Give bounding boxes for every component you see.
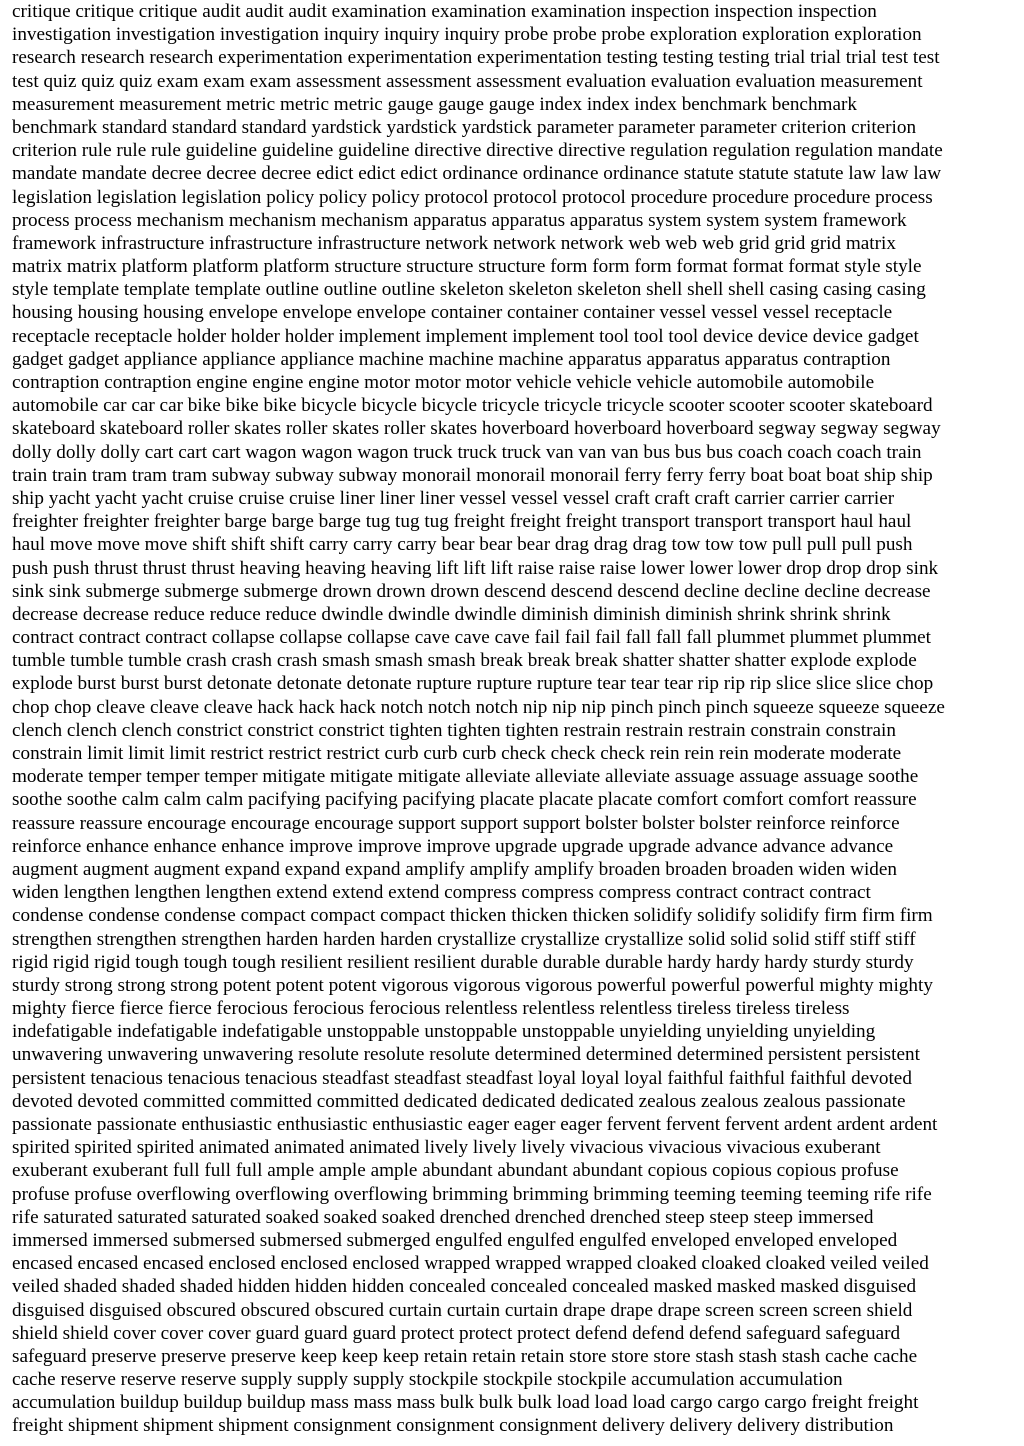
text-line: rigid rigid rigid tough tough tough resilient resilient resilient durable durable durable hardy hardy hardy sturdy sturdy [12,951,914,973]
text-line: accumulation buildup buildup buildup mass mass mass bulk bulk bulk load load load cargo cargo cargo freight freight [12,1392,919,1414]
text-line: clench clench clench constrict constrict constrict tighten tighten tighten restrain restrain restrain constrain constrain [12,719,896,741]
text-line: benchmark standard standard standard yardstick yardstick yardstick parameter parameter parameter criterion criterion [12,116,917,138]
text-line: constrain limit limit limit restrict restrict restrict curb curb curb check check check rein rein rein moderate moderate [12,743,902,764]
text-line: contract contract contract collapse collapse collapse cave cave cave fail fail fail fall fall fall plummet plummet plummet [12,627,931,649]
text-line: ship yacht yacht yacht cruise cruise cruise liner liner liner vessel vessel vessel craft craft craft carrier carrier carrier [12,487,895,509]
text-line: receptacle receptacle holder holder holder implement implement implement tool tool tool device device device gadget [12,325,919,347]
text-line: decrease decrease reduce reduce reduce dwindle dwindle dwindle diminish diminish diminish shrink shrink shrink [12,603,891,625]
text-line: dolly dolly dolly cart cart cart wagon wagon wagon truck truck truck van van van bus bus bus coach coach coach train [12,441,922,463]
text-line: chop chop cleave cleave cleave hack hack hack notch notch notch nip nip nip pinch pinch pinch squeeze squeeze squeeze [12,696,945,718]
text-line: persistent tenacious tenacious tenacious steadfast steadfast steadfast loyal loyal loyal faithful faithful faithful devoted [12,1067,912,1089]
text-line: unwavering unwavering unwavering resolute resolute resolute determined determined determined persistent persistent [12,1044,920,1066]
text-line: sturdy strong strong strong potent potent potent vigorous vigorous vigorous powerful powerful powerful mighty mighty [12,974,933,996]
text-line: freight shipment shipment shipment consignment consignment consignment delivery delivery delivery distribution [12,1415,894,1437]
text-line: critique critique critique audit audit audit examination examination examination inspection inspection inspection [12,1,877,22]
text-line: exuberant exuberant full full full ample ample ample abundant abundant abundant copious copious copious profuse [12,1160,899,1182]
text-line: soothe soothe calm calm calm pacifying pacifying pacifying placate placate placate comfort comfort comfort reassure [12,789,917,811]
text-line: explode burst burst burst detonate detonate detonate rupture rupture rupture tear tear tear rip rip rip slice slice slice chop [12,673,934,695]
text-line: test quiz quiz quiz exam exam exam assessment assessment assessment evaluation evaluation evaluation measurement [12,70,923,92]
text-line: freighter freighter freighter barge barge barge tug tug tug freight freight freight transport transport transport haul haul [12,511,912,533]
text-line: rife saturated saturated saturated soaked soaked soaked drenched drenched drenched steep steep steep immersed [12,1206,874,1228]
text-line: shield shield cover cover cover guard guard guard protect protect protect defend defend defend safeguard safeguard [12,1322,901,1344]
text-line: profuse profuse overflowing overflowing overflowing brimming brimming brimming teeming teeming teeming rife rife [12,1183,932,1205]
text-line: devoted devoted committed committed committed dedicated dedicated dedicated zealous zealous zealous passionate [12,1090,906,1112]
text-line: train train tram tram tram subway subway subway monorail monorail monorail ferry ferry ferry boat boat boat ship ship [12,464,933,486]
text-line: framework infrastructure infrastructure infrastructure network network network web web web grid grid grid matrix [12,232,896,254]
text-line: safeguard preserve preserve preserve keep keep keep retain retain retain store store store stash stash stash cache cache [12,1345,918,1367]
text-line: encased encased encased enclosed enclosed enclosed wrapped wrapped wrapped cloaked cloaked cloaked veiled veiled [12,1253,929,1275]
text-line: measurement measurement metric metric metric gauge gauge gauge index index index benchmark benchmark [12,93,857,115]
text-line: widen lengthen lengthen lengthen extend extend extend compress compress compress contract contract contract [12,882,871,904]
text-line: tumble tumble tumble crash crash crash smash smash smash break break break shatter shatter shatter explode explode [12,650,917,672]
text-line: skateboard skateboard roller skates roller skates roller skates hoverboard hoverboard hoverboard segway segway segway [12,418,941,440]
text-line: moderate temper temper temper mitigate mitigate mitigate alleviate alleviate alleviate assuage assuage assuage soothe [12,766,919,788]
text-line: veiled shaded shaded shaded hidden hidden hidden concealed concealed concealed masked masked masked disguised [12,1276,917,1298]
text-line: research research research experimentation experimentation experimentation testing testing testing trial trial trial test test [12,47,940,69]
text-line: style template template template outline outline outline skeleton skeleton skeleton shell shell shell casing casing casing [12,279,926,301]
text-line: disguised disguised obscured obscured obscured curtain curtain curtain drape drape drape screen screen screen shield [12,1299,913,1321]
text-line: push push thrust thrust thrust heaving heaving heaving lift lift lift raise raise raise lower lower lower drop drop drop sink [12,557,939,579]
document-body [12,0,1020,1438]
text-line: reassure reassure encourage encourage encourage support support support bolster bolster bolster reinforce reinforce [12,812,900,834]
text-line: indefatigable indefatigable indefatigable unstoppable unstoppable unstoppable unyielding unyielding unyielding [12,1021,876,1043]
text-line: matrix matrix platform platform platform structure structure structure form form form format format format style style [12,256,922,278]
text-line: legislation legislation legislation policy policy policy protocol protocol protocol procedure procedure procedure process [12,186,933,208]
text-line: reinforce enhance enhance enhance improve improve improve upgrade upgrade upgrade advance advance advance [12,835,894,857]
text-line: contraption contraption engine engine engine motor motor motor vehicle vehicle vehicle automobile automobile [12,372,875,393]
text-line: housing housing housing envelope envelope envelope container container container vessel vessel vessel receptacle [12,302,893,324]
text-line: sink sink submerge submerge submerge drown drown drown descend descend descend decline decline decline decrease [12,580,931,602]
text-line: mighty fierce fierce fierce ferocious ferocious ferocious relentless relentless relentless tireless tireless tireless [12,998,850,1020]
text-line: passionate passionate enthusiastic enthusiastic enthusiastic eager eager eager fervent fervent fervent ardent ardent ardent [12,1114,938,1135]
text-line: strengthen strengthen strengthen harden harden harden crystallize crystallize crystallize solid solid solid stiff stiff stiff [12,928,916,950]
text-line: gadget gadget appliance appliance appliance machine machine machine apparatus apparatus apparatus contraption [12,348,891,370]
text-line: immersed immersed submersed submersed submerged engulfed engulfed engulfed enveloped enveloped enveloped [12,1229,898,1251]
text-line: automobile car car car bike bike bike bicycle bicycle bicycle tricycle tricycle tricycle scooter scooter scooter skateboard [12,395,933,417]
text-line: investigation investigation investigation inquiry inquiry inquiry probe probe probe exploration exploration exploration [12,24,922,46]
text-line: mandate mandate decree decree decree edict edict edict ordinance ordinance ordinance statute statute statute law law law [12,163,942,185]
text-line: cache reserve reserve reserve supply supply supply stockpile stockpile stockpile accumulation accumulation [12,1369,843,1391]
text-line: augment augment augment expand expand expand amplify amplify amplify broaden broaden broaden widen widen [12,858,898,880]
text-line: process process mechanism mechanism mechanism apparatus apparatus apparatus system system system framework [12,209,907,231]
text-line: haul move move move shift shift shift carry carry carry bear bear bear drag drag drag tow tow tow pull pull pull push [12,534,913,556]
text-line: criterion rule rule rule guideline guideline guideline directive directive directive regulation regulation regulation mandate [12,140,943,162]
text-line: condense condense condense compact compact compact thicken thicken thicken solidify solidify solidify firm firm firm [12,905,933,927]
text-line: spirited spirited spirited animated animated animated lively lively lively vivacious vivacious vivacious exuberant [12,1137,881,1159]
